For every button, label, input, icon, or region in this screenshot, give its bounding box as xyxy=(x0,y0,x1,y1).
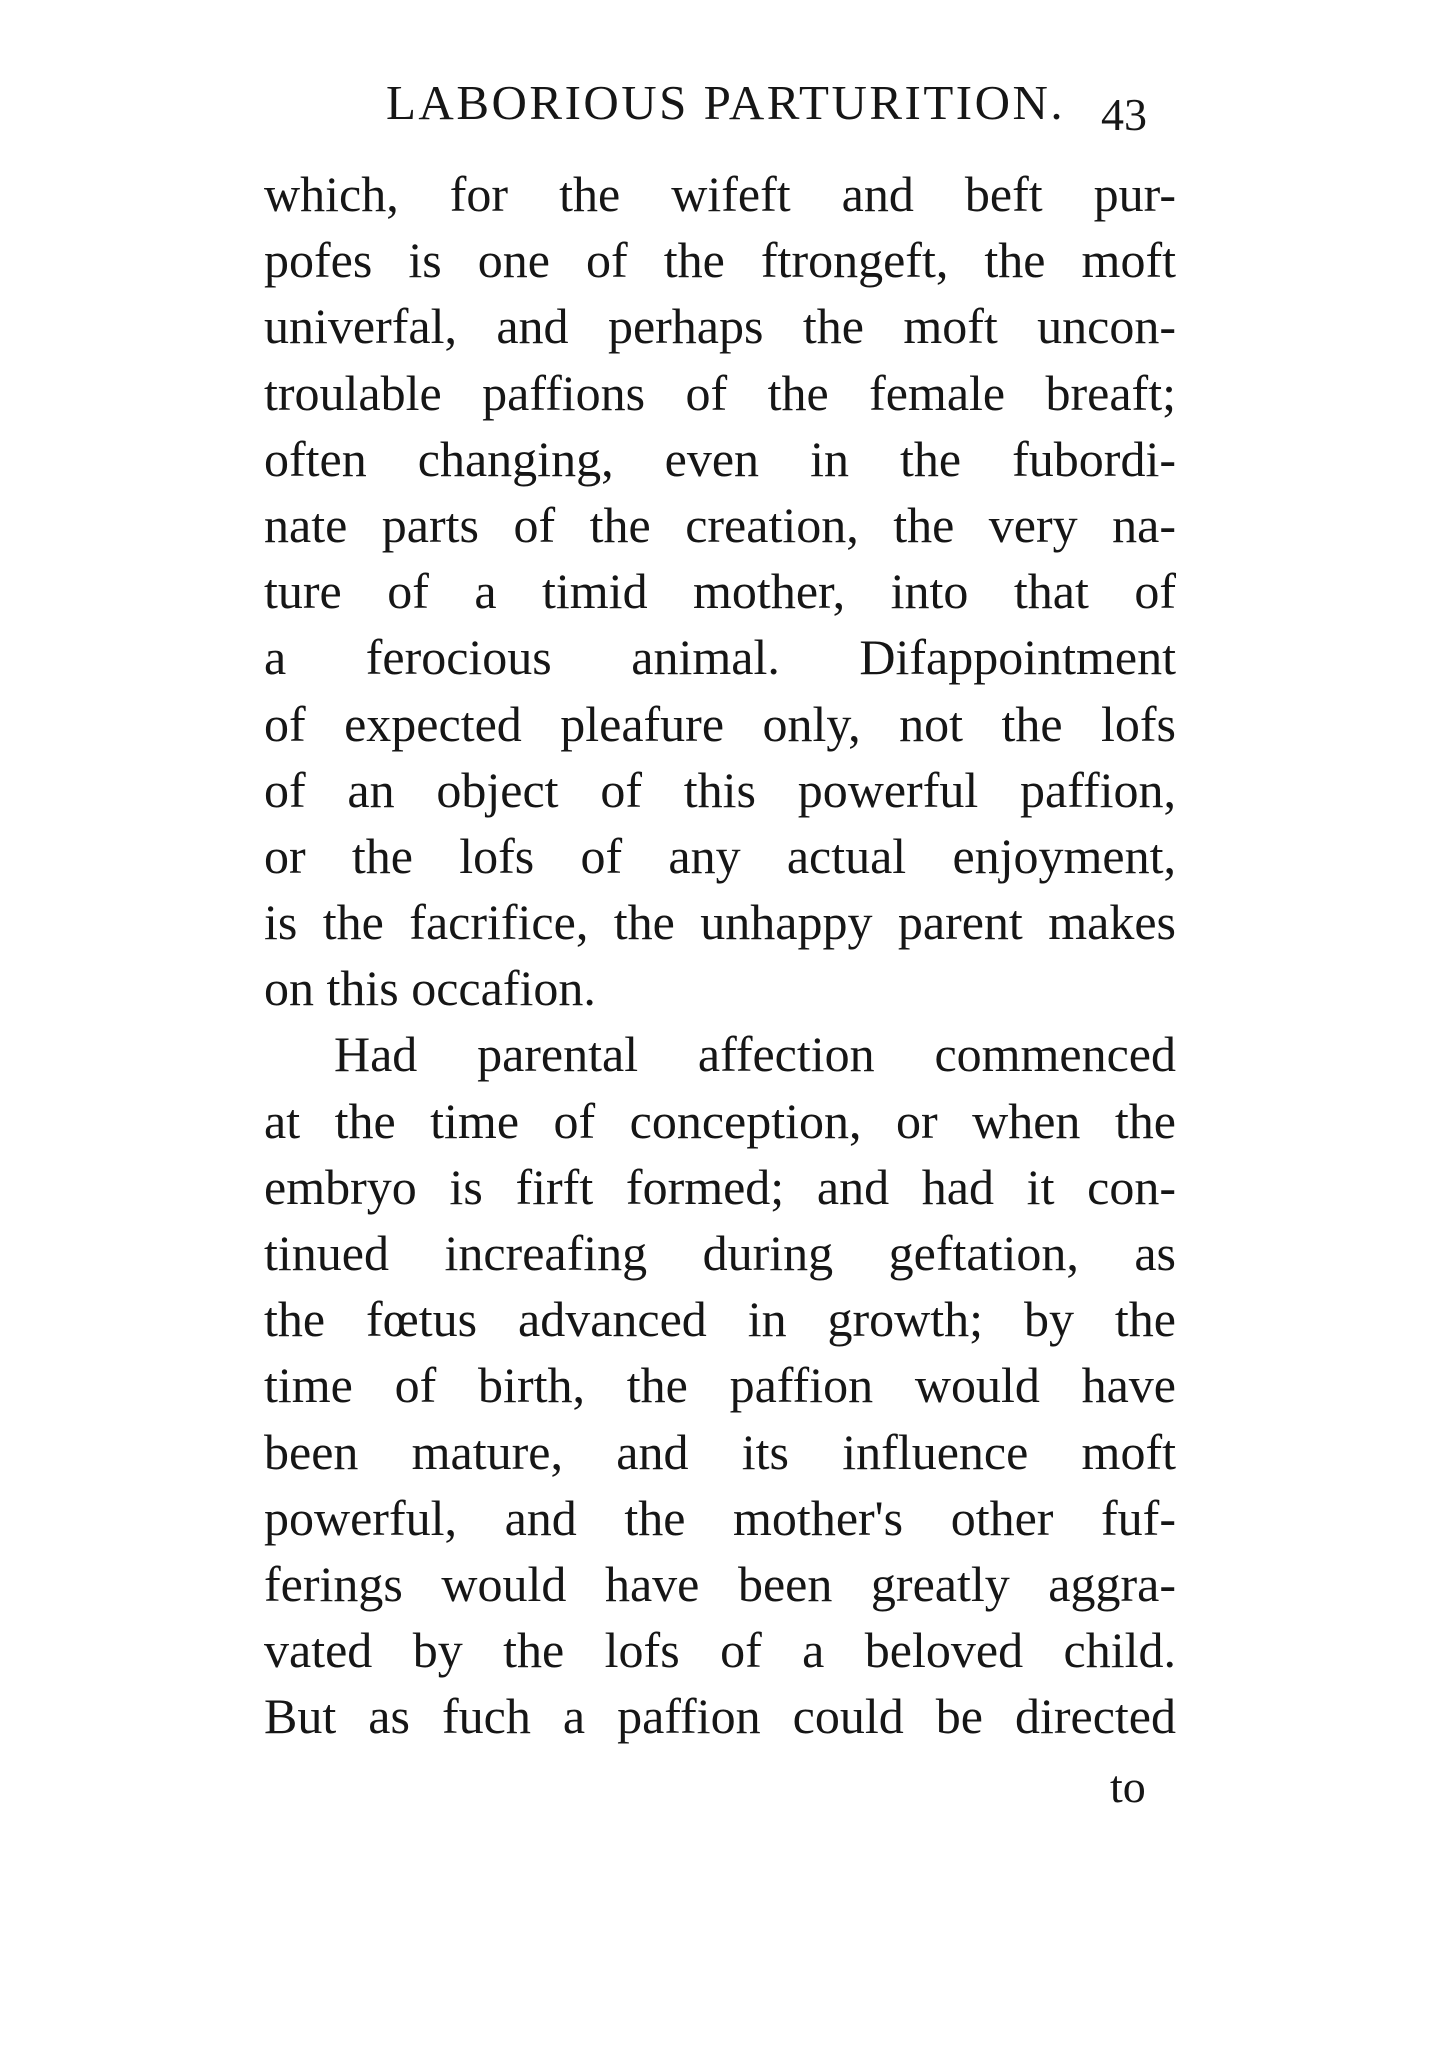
text-line: often changing, even in the fubordi- xyxy=(264,430,1176,487)
text-line: of expected pleafure only, not the lofs xyxy=(264,695,1176,752)
text-line: But as fuch a paffion could be directed xyxy=(264,1688,1176,1745)
text-line: or the lofs of any actual enjoyment, xyxy=(264,827,1176,884)
text-line: embryo is firft formed; and had it con- xyxy=(264,1158,1176,1215)
text-line: of an object of this powerful paffion, xyxy=(264,761,1176,818)
text-line: on this occafion. xyxy=(264,960,596,1017)
paragraph-2 xyxy=(264,1021,1176,1749)
text-line: which, for the wifeft and beft pur- xyxy=(264,166,1176,222)
text-line: nate parts of the creation, the very na- xyxy=(264,496,1176,553)
text-line: time of birth, the paffion would have xyxy=(264,1357,1176,1414)
text-line: tinued increafing during geftation, as xyxy=(264,1225,1176,1281)
text-line: pofes is one of the ftrongeft, the moft xyxy=(264,232,1176,289)
text-line: a ferocious animal. Difappointment xyxy=(264,629,1176,686)
body-text xyxy=(264,161,1176,1750)
catchword: to xyxy=(1110,1761,1146,1812)
text-line: at the time of conception, or when the xyxy=(264,1092,1176,1149)
text-line: troulable paffions of the female breaft; xyxy=(264,364,1176,421)
text-line: ferings would have been greatly aggra- xyxy=(264,1555,1176,1612)
text-line: the fœtus advanced in growth; by the xyxy=(264,1291,1176,1348)
page-number: 43 xyxy=(1101,89,1147,140)
text-line: been mature, and its influence moft xyxy=(264,1423,1176,1480)
text-line: Had parental affection commenced xyxy=(334,1026,1176,1083)
paragraph-1 xyxy=(264,161,1176,1021)
text-line: vated by the lofs of a beloved child. xyxy=(264,1622,1176,1679)
text-line: is the facrifice, the unhappy parent makes xyxy=(264,894,1176,951)
text-line: ture of a timid mother, into that of xyxy=(264,563,1176,620)
text-line: powerful, and the mother's other fuf- xyxy=(264,1489,1176,1546)
text-line: univerfal, and perhaps the moft uncon- xyxy=(264,298,1176,355)
running-title: LABORIOUS PARTURITION. xyxy=(386,75,1066,130)
